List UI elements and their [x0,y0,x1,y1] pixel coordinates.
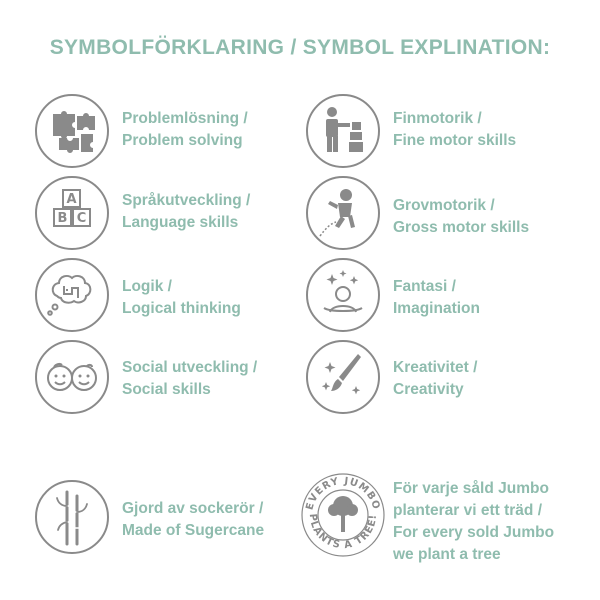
puzzle-icon [35,94,109,168]
symbol-label-sugarcane: Gjord av sockerör / Made of Sugercane [122,500,265,539]
tree-pledge-text: För varje såld Jumbo planterar vi ett träd / For every sold Jumbo we plant a tree [393,480,555,563]
symbol-label-problem-solving: Problemlösning / Problem solving [122,110,248,149]
svg-text:A: A [66,192,77,207]
abc-blocks-icon [35,176,109,250]
imagination-icon [306,258,380,332]
tree-badge-icon [300,472,386,558]
svg-text:B: B [57,211,68,226]
stacking-blocks-icon [306,94,380,168]
page-title: SYMBOLFÖRKLARING / SYMBOL EXPLINATION: [49,36,551,59]
svg-text:PLANTS A TREE!: PLANTS A TREE! [306,513,380,552]
symbol-label-creativity: Kreativitet / Creativity [393,359,478,398]
symbol-label-gross-motor: Grovmotorik / Gross motor skills [393,197,530,236]
symbol-label-logic: Logik / Logical thinking [122,278,241,317]
svg-text:EVERY JUMBO: EVERY JUMBO [304,475,382,512]
paintbrush-sparkle-icon [306,340,380,414]
svg-text:C: C [76,211,87,226]
jumping-child-icon [306,176,380,250]
symbol-label-fine-motor: Finmotorik / Fine motor skills [393,110,517,149]
brain-maze-icon [35,258,109,332]
symbol-label-social: Social utveckling / Social skills [122,359,258,398]
sugarcane-icon [35,480,109,554]
symbol-label-language: Språkutveckling / Language skills [122,192,251,231]
symbol-label-imagination: Fantasi / Imagination [393,278,480,317]
two-faces-icon [35,340,109,414]
